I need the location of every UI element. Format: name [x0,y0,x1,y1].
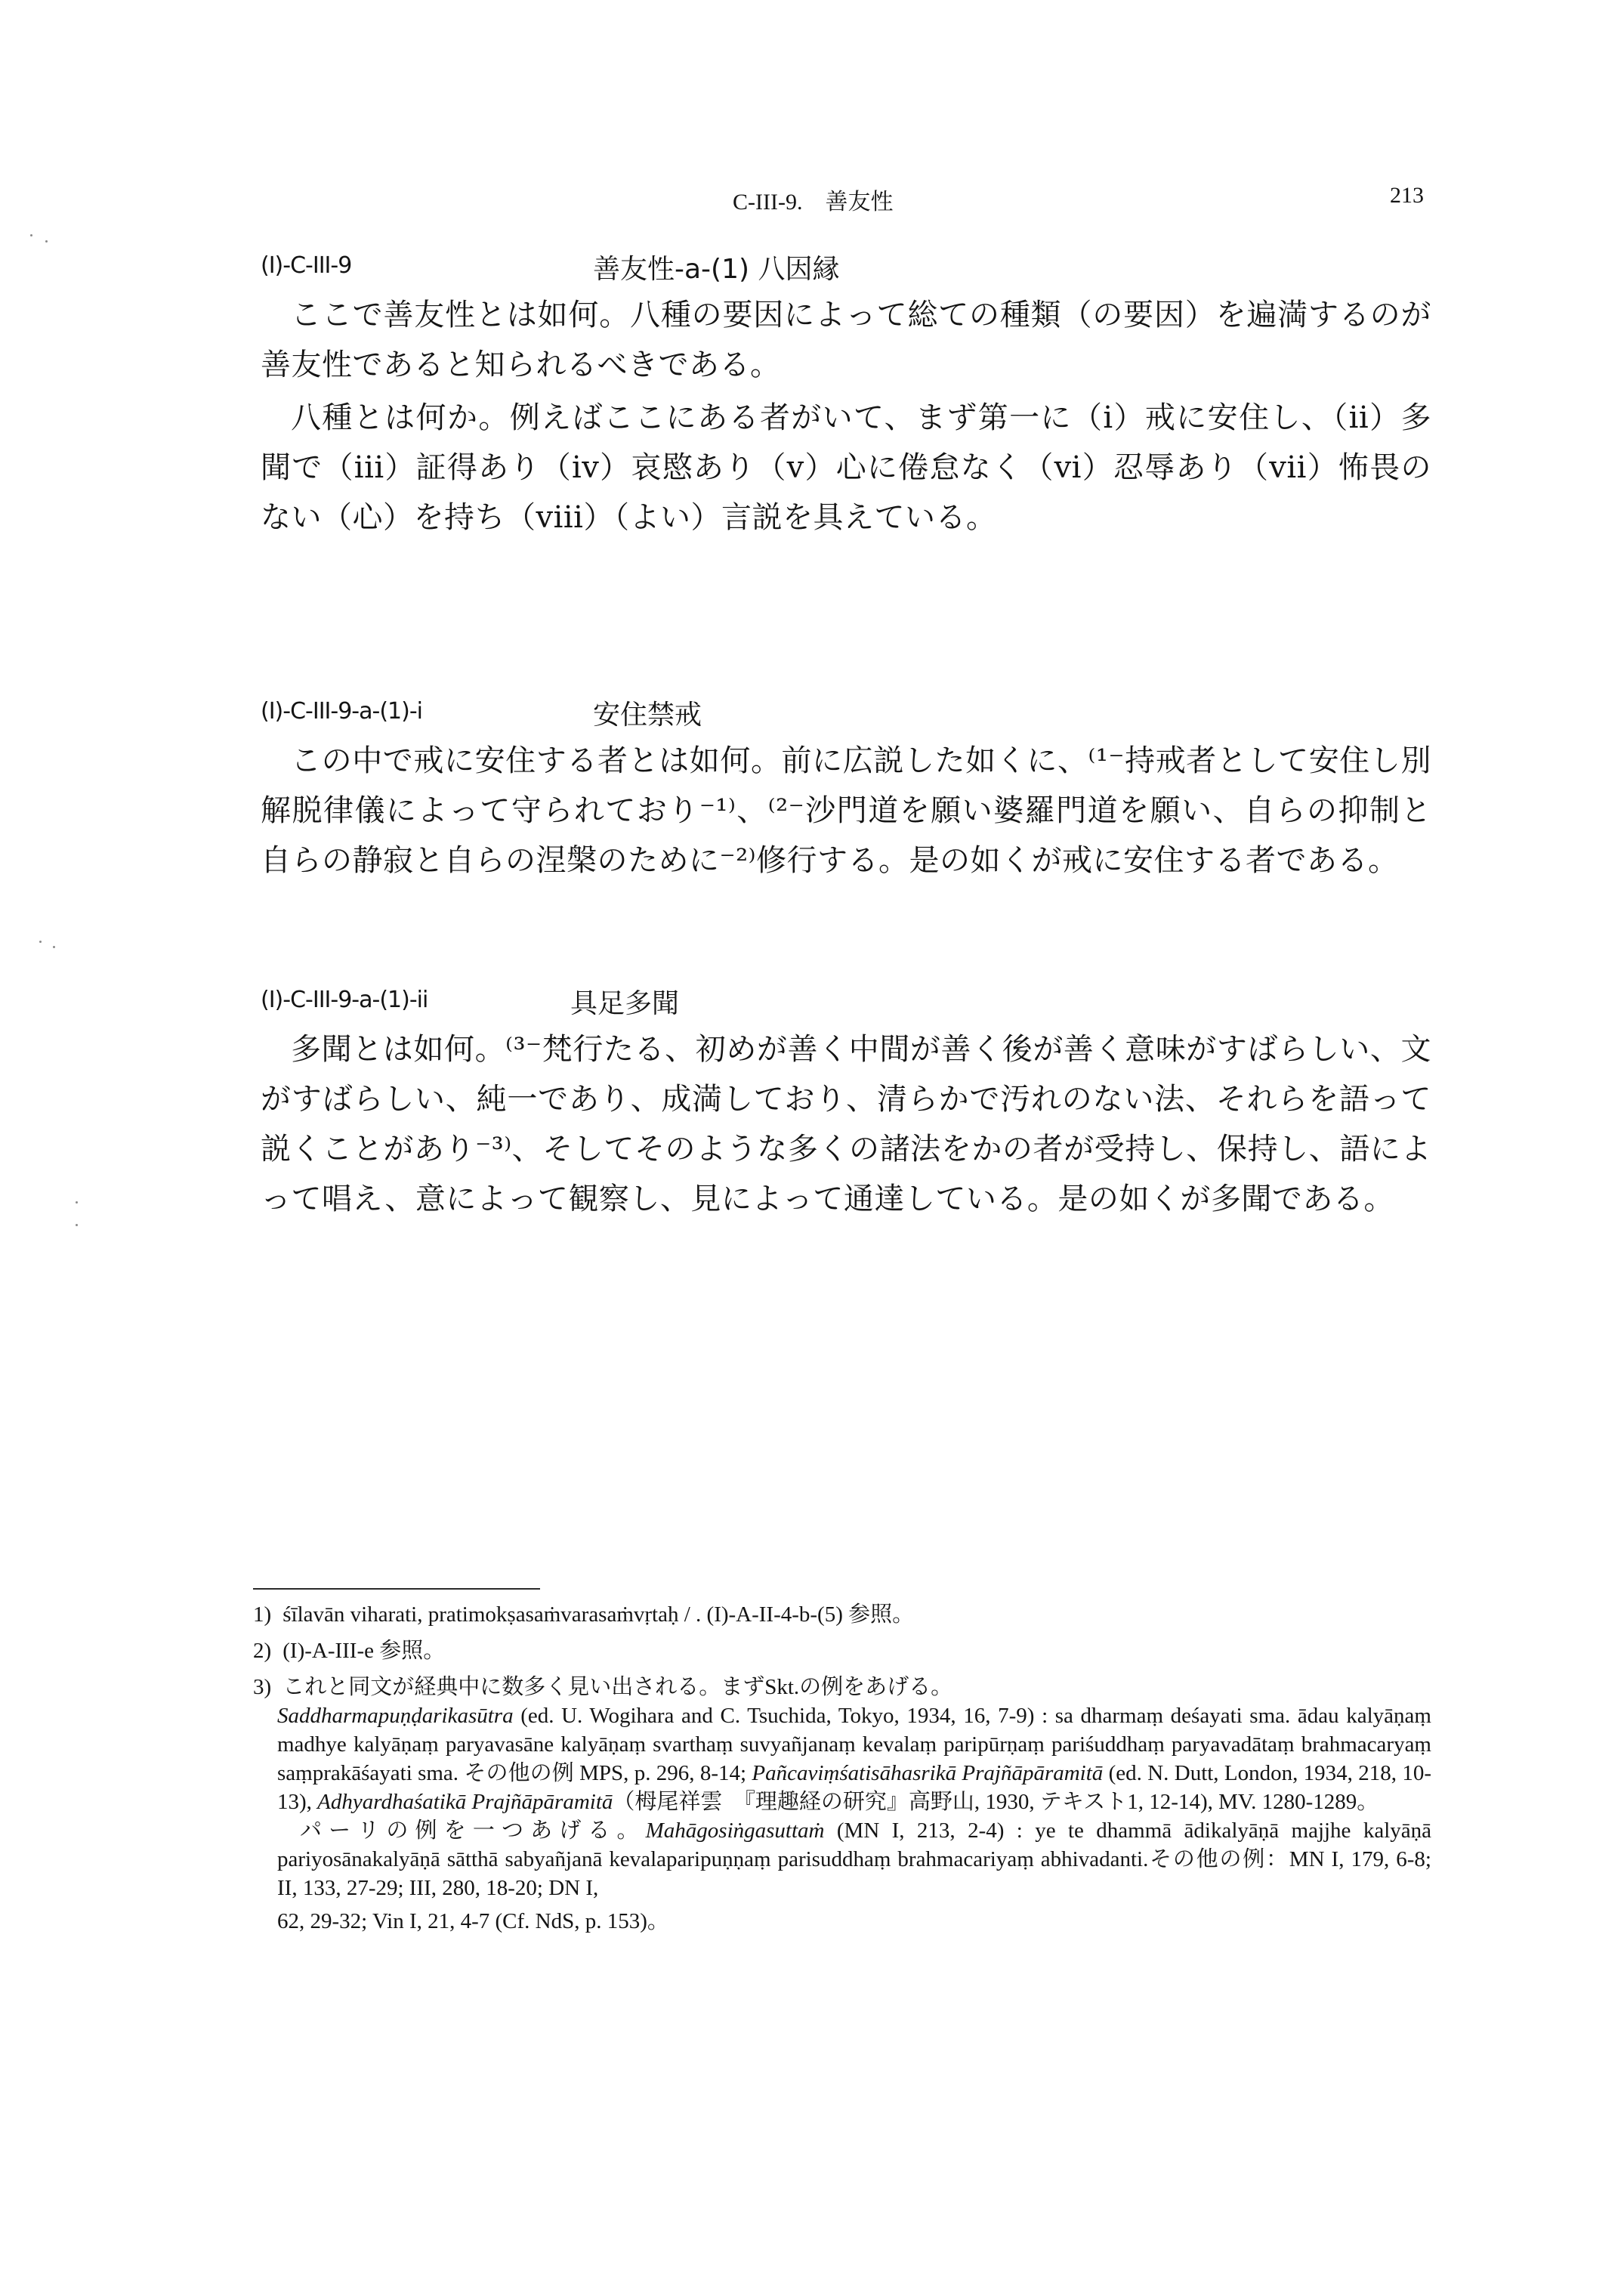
running-head [0,183,1624,221]
footnote-text: (MN I, 213, 2-4) : ye te dhammā ādikalyāṇā majjhe kalyāṇā pariyosānakalyāṇā sātthā sabyañjanā kevalaparipuṇṇaṃ parisuddhaṃ brahmacariyaṃ abhivadanti.その他の例：MN I, 179, 6-8; II, 133, 27-29; III, 280, 18-20; DN I, [277,1819,1431,1900]
scan-speck [39,941,42,943]
footnote-text: śīlavān viharati, pratimokṣasaṁvarasaṁvṛtaḥ / . (I)-A-II-4-b-(5) 参照。 [283,1602,915,1627]
section-heading: 善友性-a-(1) 八因縁 [593,254,840,285]
section-head [261,982,1431,1024]
paragraph: 多聞とは如何。⁽³⁻梵行たる、初めが善く中間が善く後が善く意味がすばらしい、文がすばらしい、純一であり、成満しており、清らかで汚れのない法、それらを語って説くことがあり⁻³⁾、そしてそのような多くの諸法をかの者が受持し、保持し、語によって唱え、意によって観察し、見によって通達している。是の如くが多聞である。 [261,1032,1431,1216]
footnote-text: (ed. U. Wogihara and C. Tsuchida, Tokyo, 1934, 16, 7-9) : sa dharmaṃ deśayati sma. ādau kalyāṇaṃ madhye kalyāṇaṃ paryavasāne kalyāṇaṃ svarthaṃ suvyañjanaṃ kevalaṃ paripūrṇaṃ pariśuddhaṃ paryavadātaṃ brahmacaryaṃ saṃprakāśayati sma. その他の例 MPS, p. 296, 8-14; [277,1704,1431,1785]
section-precepts [261,694,1431,885]
paragraph: 八種とは何か。例えばここにある者がいて、まず第一に（i）戒に安住し、（ii）多聞で（iii）証得あり（iv）哀愍あり（v）心に倦怠なく（vi）忍辱あり（vii）怖畏のない（心）を持ち（viii）（よい）言説を具えている。 [261,400,1431,535]
footnote-number: 1) [253,1602,272,1627]
section-learning [261,982,1431,1224]
footnote-text: （栂尾祥雲 『理趣経の研究』高野山, 1930, テキスト1, 12-14), MV. 1280-1289。 [613,1790,1379,1814]
footnote-pali-continued: 62, 29-32; Vin I, 21, 4-7 (Cf. NdS, p. 153)。 [277,1909,669,1933]
footnote-pali-example [253,1816,1431,1902]
work-title: Pañcaviṃśatisāhasrikā Prajñāpāramitā [752,1761,1104,1785]
work-title: Mahāgosiṅgasuttaṁ [645,1819,825,1843]
footnote-text: (ed. N. Dutt, London, 1934, 218, 10-13), [277,1761,1431,1814]
scan-speck [76,1224,78,1226]
section-code: (I)-C-III-9-a-(1)-ii [261,987,428,1013]
paragraph: ここで善友性とは如何。八種の要因によって総ての種類（の要因）を遍満するのが善友性であると知られるべきである。 [261,298,1431,382]
footnote-sanskrit-examples [253,1701,1431,1816]
footnote-rule [253,1588,540,1590]
section-head [261,694,1431,736]
scan-speck [30,234,32,236]
scan-speck [53,946,55,948]
footnote-2 [253,1636,1431,1665]
footnote-number: 3) [253,1675,272,1699]
footnote-3 [253,1673,1431,1936]
paragraph: この中で戒に安住する者とは如何。前に広説した如くに、⁽¹⁻持戒者として安住し別解脱律儀によって守られており⁻¹⁾、⁽²⁻沙門道を願い婆羅門道を願い、自らの抑制と自らの静寂と自らの涅槃のために⁻²⁾修行する。是の如くが戒に安住する者である。 [261,743,1431,878]
section-head [261,248,1431,290]
scan-speck [76,1201,78,1204]
section-heading: 具足多聞 [570,988,680,1019]
page-number: 213 [1390,183,1424,208]
footnotes [253,1600,1431,1943]
section-heading: 安住禁戒 [593,700,702,731]
running-title: C-III-9. 善友性 [733,190,894,215]
work-title: Saddharmapuṇḍarikasūtra [277,1704,514,1728]
section-code: (I)-C-III-9-a-(1)-i [261,698,422,725]
footnote-number: 2) [253,1639,272,1663]
work-title: Adhyardhaśatikā Prajñāpāramitā [317,1790,613,1814]
footnote-text: パーリの例を一つあげる。 [300,1819,646,1843]
section-code: (I)-C-III-9 [261,252,352,279]
footnote-intro: これと同文が経典中に数多く見い出される。まずSkt.の例をあげる。 [283,1675,953,1699]
footnote-1 [253,1600,1431,1629]
section-eight-causes [261,248,1431,542]
scan-speck [45,240,48,243]
footnote-text: (I)-A-III-e 参照。 [283,1639,446,1663]
